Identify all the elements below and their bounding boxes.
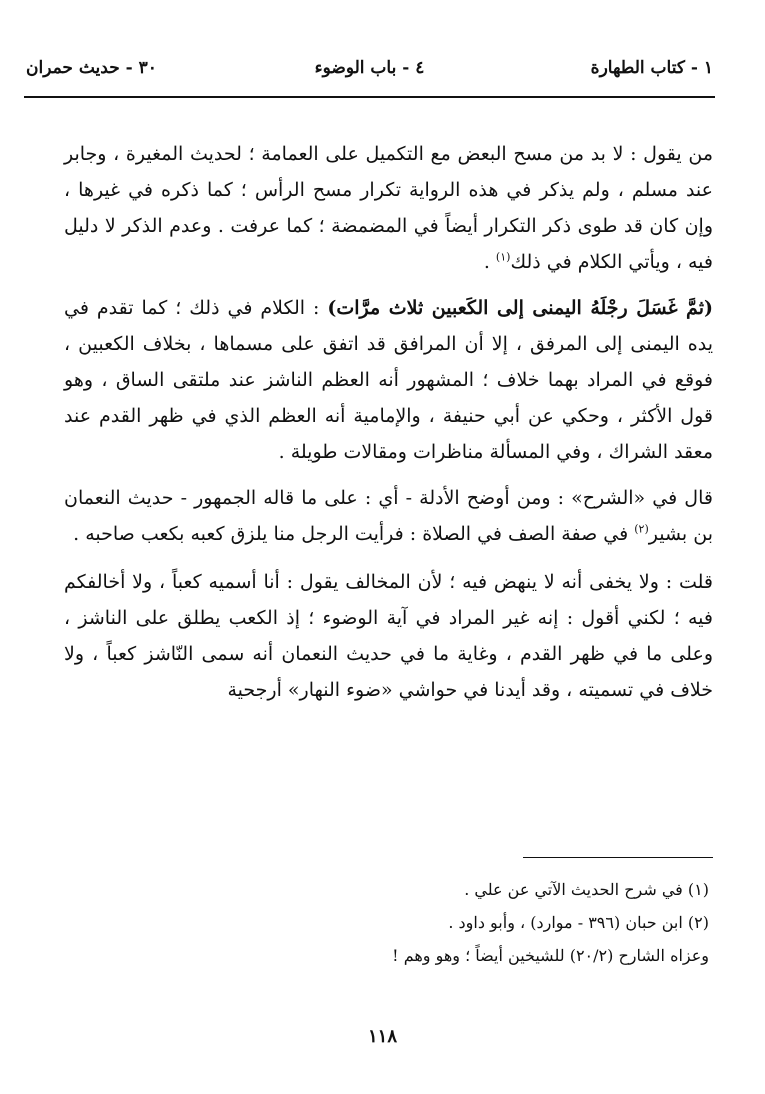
footnote-ref-2: (٢) [634, 522, 649, 536]
footnote-divider [523, 857, 713, 858]
paragraph-3-text-a: قال في «الشرح» : ومن أوضح الأدلة - أي : على ما قاله الجمهور - حديث النعمان بن بشير [64, 487, 713, 545]
paragraph-2 [64, 290, 713, 470]
footnote-1: (١) في شرح الحديث الآتي عن علي . [464, 880, 709, 899]
header-hadith-title: ٣٠ - حديث حمران [26, 58, 157, 78]
paragraph-1 [64, 136, 713, 280]
paragraph-3-text-b: في صفة الصف في الصلاة : فرأيت الرجل منا يلزق كعبه بكعب صاحبه . [73, 523, 635, 545]
header-divider [24, 96, 715, 98]
paragraph-1-text: من يقول : لا بد من مسح البعض مع التكميل على العمامة ؛ لحديث المغيرة ، وجابر عند مسلم ، ولم يذكر في هذه الرواية تكرار مسح الرأس ؛ كما ذكره في غيرها ، وإن كان قد طوى ذكر التكرار أيضاً في المضمضة ؛ كما عرفت . وعدم الذكر لا دليل فيه ، ويأتي الكلام في ذلك [64, 143, 713, 273]
footnote-ref-1: (١) [495, 250, 511, 264]
hadith-quote: (ثمَّ غَسَلَ رجْلَهُ اليمنى إلى الكَعبين ثلاث مرَّات) [327, 297, 713, 319]
paragraph-2-text: : الكلام في ذلك ؛ كما تقدم في يده اليمنى إلى المرفق ، إلا أن المرافق قد اتفق على مسماها ، بخلاف الكعبين ، فوقع في المراد بهما خلاف ؛ المشهور أنه العظم الناشز عند ملتقى الساق ، وهو قول الأكثر ، وحكي عن أبي حنيفة ، والإمامية أنه العظم الذي في ظهر القدم عند معقد الشراك ، وفي المسألة مناظرات ومقالات طويلة . [64, 297, 713, 463]
header-chapter-title: ٤ - باب الوضوء [314, 58, 425, 78]
paragraph-3 [64, 480, 713, 552]
footnotes [64, 873, 709, 972]
main-text [64, 136, 713, 718]
footnote-2: (٢) ابن حبان (٣٩٦ - موارد) ، وأبو داود . [448, 913, 709, 932]
page-number: ١١٨ [367, 1026, 397, 1047]
header-book-title: ١ - كتاب الطهارة [590, 58, 713, 78]
paragraph-4: قلت : ولا يخفى أنه لا ينهض فيه ؛ لأن المخالف يقول : أنا أسميه كعباً ، ولا أخالفكم فيه ؛ لكني أقول : إنه غير المراد في آية الوضوء ؛ إذ الكعب يطلق على الناشز ، وعلى ما في ظهر القدم ، وغاية ما في حديث النعمان أنه سمى النّاشز كعباً ، ولا خلاف في تسميته ، وقد أيدنا في حواشي «ضوء النهار» أرجحية [64, 571, 713, 701]
running-header [24, 56, 715, 96]
footnote-3: وعزاه الشارح (٢٠/٢) للشيخين أيضاً ؛ وهو وهم ! [392, 946, 709, 965]
paragraph-1-end: . [483, 251, 496, 273]
